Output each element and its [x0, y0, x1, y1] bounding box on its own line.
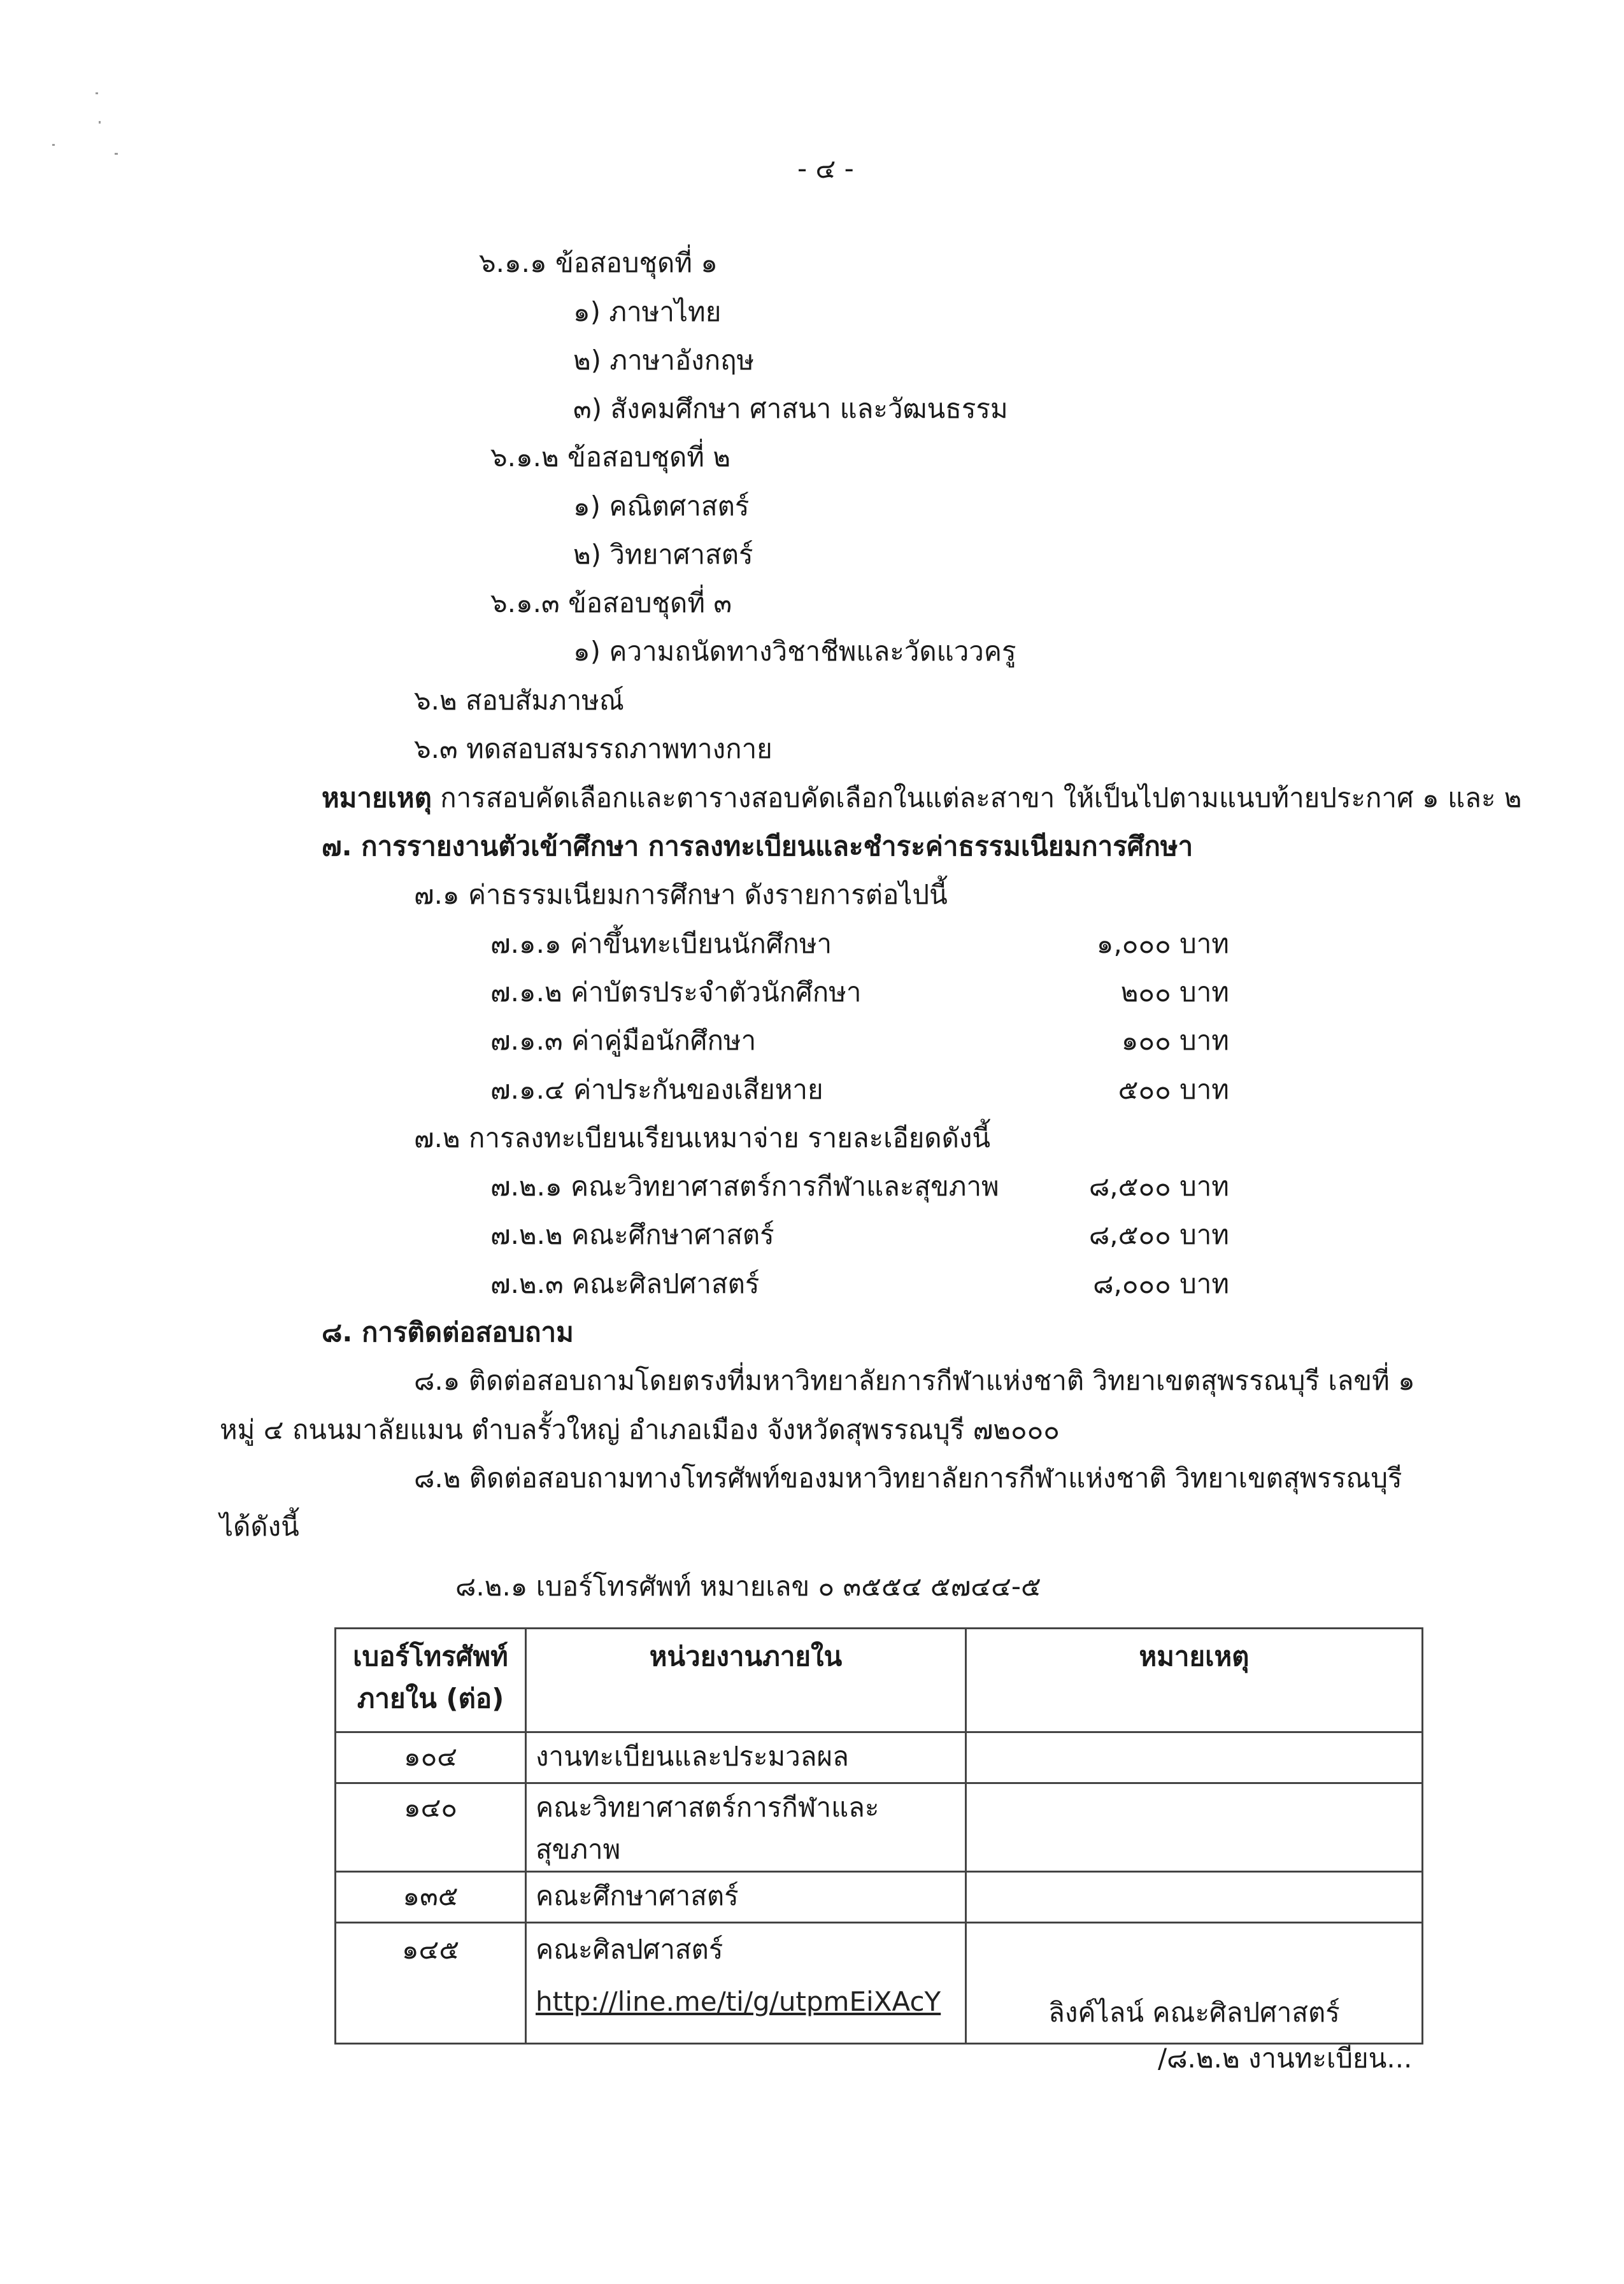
item-8-1-line2: หมู่ ๔ ถนนมาลัยแมน ตำบลรั้วใหญ่ อำเภอเมือง จังหวัดสุพรรณบุรี ๗๒๐๐๐	[220, 1414, 1060, 1445]
item-8-1-line1: ๘.๑ ติดต่อสอบถามโดยตรงที่มหาวิทยาลัยการกีฬาแห่งชาติ วิทยาเขตสุพรรณบุรี เลขที่ ๑	[414, 1365, 1415, 1396]
item-6-1-3: ๖.๑.๓ ข้อสอบชุดที่ ๓	[490, 587, 732, 618]
fee-amount: ๒๐๐ บาท	[1120, 976, 1229, 1008]
item-6-1-1-sub: ๑) ภาษาไทย	[573, 296, 722, 327]
phone-table	[334, 1627, 1423, 2045]
fee-amount: ๑,๐๐๐ บาท	[1096, 928, 1229, 959]
item-7-2: ๗.๒ การลงทะเบียนเรียนเหมาจ่าย รายละเอียดดังนี้	[414, 1122, 991, 1153]
cell-remark	[966, 1872, 1423, 1923]
note-line	[322, 782, 1521, 814]
cell-ext: ๑๔๐	[336, 1783, 526, 1872]
table-row	[336, 1732, 1423, 1783]
item-6-2: ๖.๒ สอบสัมภาษณ์	[414, 685, 624, 716]
table-row	[336, 1923, 1423, 2044]
item-6-1-2-sub: ๑) คณิตศาสตร์	[573, 490, 750, 522]
fee-amount: ๑๐๐ บาท	[1121, 1025, 1229, 1056]
item-6-1-2: ๖.๑.๒ ข้อสอบชุดที่ ๒	[490, 441, 731, 473]
cell-unit: คณะศึกษาศาสตร์	[526, 1872, 966, 1923]
header-ext	[336, 1629, 526, 1732]
item-8-2-1: ๘.๒.๑ เบอร์โทรศัพท์ หมายเลข ๐ ๓๕๕๔ ๕๗๔๔-๕	[455, 1571, 1041, 1602]
item-6-1-1-sub: ๓) สังคมศึกษา ศาสนา และวัฒนธรรม	[573, 393, 1008, 424]
fee-label: ๗.๑.๑ ค่าขึ้นทะเบียนนักศึกษา	[490, 928, 832, 959]
tuition-amount: ๘,๕๐๐ บาท	[1088, 1219, 1229, 1250]
header-ext-line2: ภายใน (ต่อ)	[357, 1683, 504, 1714]
section-7-heading: ๗. การรายงานตัวเข้าศึกษา การลงทะเบียนและชำระค่าธรรมเนียมการศึกษา	[322, 831, 1193, 862]
table-row	[336, 1872, 1423, 1923]
cell-unit: งานทะเบียนและประมวลผล	[526, 1732, 966, 1783]
tuition-label: ๗.๒.๒ คณะศึกษาศาสตร์	[490, 1219, 774, 1250]
cell-unit-name: คณะศิลปศาสตร์	[536, 1934, 723, 1965]
note-text: การสอบคัดเลือกและตารางสอบคัดเลือกในแต่ละสาขา ให้เป็นไปตามแนบท้ายประกาศ ๑ และ ๒	[431, 782, 1522, 813]
item-6-1-2-sub: ๒) วิทยาศาสตร์	[573, 539, 753, 570]
cell-ext: ๑๐๔	[336, 1732, 526, 1783]
header-ext-line1: เบอร์โทรศัพท์	[353, 1641, 508, 1672]
item-8-2-line2: ได้ดังนี้	[220, 1511, 299, 1542]
item-6-1-3-sub: ๑) ความถนัดทางวิชาชีพและวัดแววครู	[573, 636, 1016, 667]
item-8-2-line1: ๘.๒ ติดต่อสอบถามทางโทรศัพท์ของมหาวิทยาลัยการกีฬาแห่งชาติ วิทยาเขตสุพรรณบุรี	[414, 1462, 1402, 1494]
fee-label: ๗.๑.๔ ค่าประกันของเสียหาย	[490, 1074, 823, 1105]
cell-remark	[966, 1783, 1423, 1872]
note-label: หมายเหตุ	[322, 782, 432, 813]
tuition-label: ๗.๒.๓ คณะศิลปศาสตร์	[490, 1268, 760, 1299]
line-group-link[interactable]: http://line.me/ti/g/utpmEiXAcY	[536, 1986, 941, 2017]
cell-unit	[526, 1923, 966, 2044]
table-row	[336, 1783, 1423, 1872]
tuition-amount: ๘,๐๐๐ บาท	[1093, 1268, 1229, 1299]
item-6-1-1: ๖.๑.๑ ข้อสอบชุดที่ ๑	[479, 247, 718, 278]
header-remark: หมายเหตุ	[966, 1629, 1423, 1732]
fee-label: ๗.๑.๒ ค่าบัตรประจำตัวนักศึกษา	[490, 976, 862, 1008]
item-7-1: ๗.๑ ค่าธรรมเนียมการศึกษา ดังรายการต่อไปนี้	[414, 879, 948, 910]
section-8-heading: ๘. การติดต่อสอบถาม	[322, 1317, 574, 1348]
header-unit: หน่วยงานภายใน	[526, 1629, 966, 1732]
phone-table-header	[336, 1629, 1423, 1732]
cell-ext: ๑๔๕	[336, 1923, 526, 2044]
continuation-note: /๘.๒.๒ งานทะเบียน...	[1158, 2043, 1413, 2074]
item-6-3: ๖.๓ ทดสอบสมรรถภาพทางกาย	[414, 733, 773, 764]
fee-amount: ๕๐๐ บาท	[1118, 1074, 1229, 1105]
cell-remark	[966, 1732, 1423, 1783]
tuition-label: ๗.๒.๑ คณะวิทยาศาสตร์การกีฬาและสุขภาพ	[490, 1171, 999, 1202]
cell-ext: ๑๓๕	[336, 1872, 526, 1923]
tuition-amount: ๘,๕๐๐ บาท	[1088, 1171, 1229, 1202]
item-6-1-1-sub: ๒) ภาษาอังกฤษ	[573, 345, 755, 376]
cell-remark: ลิงค์ไลน์ คณะศิลปศาสตร์	[966, 1923, 1423, 2044]
fee-label: ๗.๑.๓ ค่าคู่มือนักศึกษา	[490, 1025, 757, 1056]
page-number: - ๔ -	[797, 153, 854, 184]
cell-unit: คณะวิทยาศาสตร์การกีฬาและสุขภาพ	[526, 1783, 966, 1872]
